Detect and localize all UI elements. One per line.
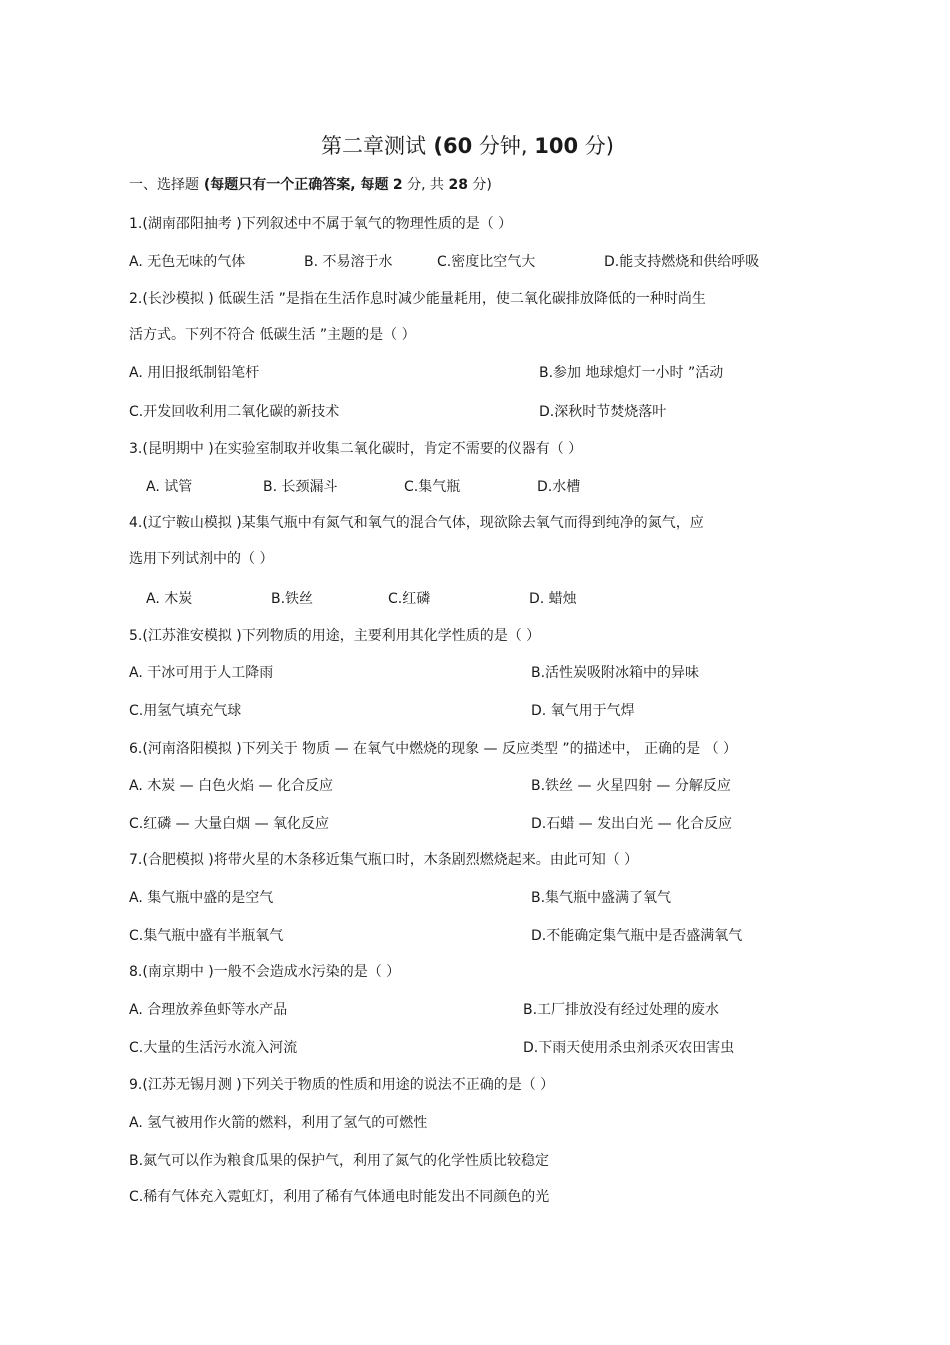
question-5-option-b: B.活性炭吸附冰箱中的异味 [531, 665, 700, 681]
question-6-option-b: B.铁丝 — 火星四射 — 分解反应 [531, 778, 731, 794]
question-2-stem-line-1: 2.(长沙模拟 ) 低碳生活 ”是指在生活作息时减少能量耗用，使二氧化碳排放降低的一种时尚生 [129, 291, 706, 307]
question-8-stem: 8.(南京期中 )一般不会造成水污染的是（ ） [129, 964, 401, 980]
question-3-option-c: C.集气瓶 [404, 479, 461, 495]
question-4-stem-line-1: 4.(辽宁鞍山模拟 )某集气瓶中有氮气和氧气的混合气体，现欲除去氧气而得到纯净的氮气，应 [129, 515, 704, 531]
question-7-stem: 7.(合肥模拟 )将带火星的木条移近集气瓶口时，木条剧烈燃烧起来。由此可知（ ） [129, 852, 639, 868]
section-heading: 一、选择题 (每题只有一个正确答案, 每题 2 分, 共 28 分) [129, 177, 492, 193]
question-9-option-b: B.氮气可以作为粮食瓜果的保护气，利用了氮气的化学性质比较稳定 [129, 1153, 550, 1169]
question-6-option-a: A. 木炭 — 白色火焰 — 化合反应 [129, 778, 334, 794]
question-1-option-b: B. 不易溶于水 [304, 254, 393, 270]
question-8-option-d: D.下雨天使用杀虫剂杀灭农田害虫 [523, 1040, 735, 1056]
question-9-option-c: C.稀有气体充入霓虹灯，利用了稀有气体通电时能发出不同颜色的光 [129, 1189, 550, 1205]
question-2-option-d: D.深秋时节焚烧落叶 [539, 404, 667, 420]
question-6-option-c: C.红磷 — 大量白烟 — 氧化反应 [129, 816, 330, 832]
question-4-option-c: C.红磷 [388, 591, 431, 607]
question-4-option-d: D. 蜡烛 [529, 591, 577, 607]
question-2-stem-line-2: 活方式。下列不符合 低碳生活 ”主题的是（ ） [129, 327, 416, 343]
question-7-option-b: B.集气瓶中盛满了氧气 [531, 890, 672, 906]
question-7-option-c: C.集气瓶中盛有半瓶氧气 [129, 928, 284, 944]
question-4-stem-line-2: 选用下列试剂中的（ ） [129, 551, 274, 567]
question-1-option-c: C.密度比空气大 [437, 254, 536, 270]
question-9-option-a: A. 氢气被用作火箭的燃料，利用了氢气的可燃性 [129, 1115, 428, 1131]
question-7-option-d: D.不能确定集气瓶中是否盛满氧气 [531, 928, 743, 944]
question-3-option-d: D.水槽 [537, 479, 581, 495]
question-6-stem: 6.(河南洛阳模拟 )下列关于 物质 — 在氧气中燃烧的现象 — 反应类型 ”的描述中， 正确的是 （ ） [129, 741, 738, 757]
question-8-option-a: A. 合理放养鱼虾等水产品 [129, 1002, 288, 1018]
question-5-option-a: A. 干冰可用于人工降雨 [129, 665, 274, 681]
question-8-option-b: B.工厂排放没有经过处理的废水 [523, 1002, 720, 1018]
question-2-option-b: B.参加 地球熄灯一小时 ”活动 [539, 365, 724, 381]
question-4-option-a: A. 木炭 [146, 591, 193, 607]
question-2-option-a: A. 用旧报纸制铅笔杆 [129, 365, 260, 381]
question-8-option-c: C.大量的生活污水流入河流 [129, 1040, 298, 1056]
question-3-option-a: A. 试管 [146, 479, 193, 495]
question-1-option-d: D.能支持燃烧和供给呼吸 [604, 254, 760, 270]
question-5-stem: 5.(江苏淮安模拟 )下列物质的用途，主要利用其化学性质的是（ ） [129, 628, 541, 644]
question-1-stem: 1.(湖南邵阳抽考 )下列叙述中不属于氧气的物理性质的是（ ） [129, 216, 513, 232]
question-3-option-b: B. 长颈漏斗 [263, 479, 338, 495]
page-title: 第二章测试 (60 分钟, 100 分) [321, 134, 614, 158]
question-6-option-d: D.石蜡 — 发出白光 — 化合反应 [531, 816, 733, 832]
question-5-option-c: C.用氢气填充气球 [129, 703, 242, 719]
question-3-stem: 3.(昆明期中 )在实验室制取并收集二氧化碳时，肯定不需要的仪器有（ ） [129, 441, 583, 457]
question-1-option-a: A. 无色无味的气体 [129, 254, 246, 270]
question-9-stem: 9.(江苏无锡月测 )下列关于物质的性质和用途的说法不正确的是（ ） [129, 1077, 555, 1093]
question-7-option-a: A. 集气瓶中盛的是空气 [129, 890, 274, 906]
question-5-option-d: D. 氧气用于气焊 [531, 703, 635, 719]
question-2-option-c: C.开发回收利用二氧化碳的新技术 [129, 404, 340, 420]
question-4-option-b: B.铁丝 [271, 591, 314, 607]
